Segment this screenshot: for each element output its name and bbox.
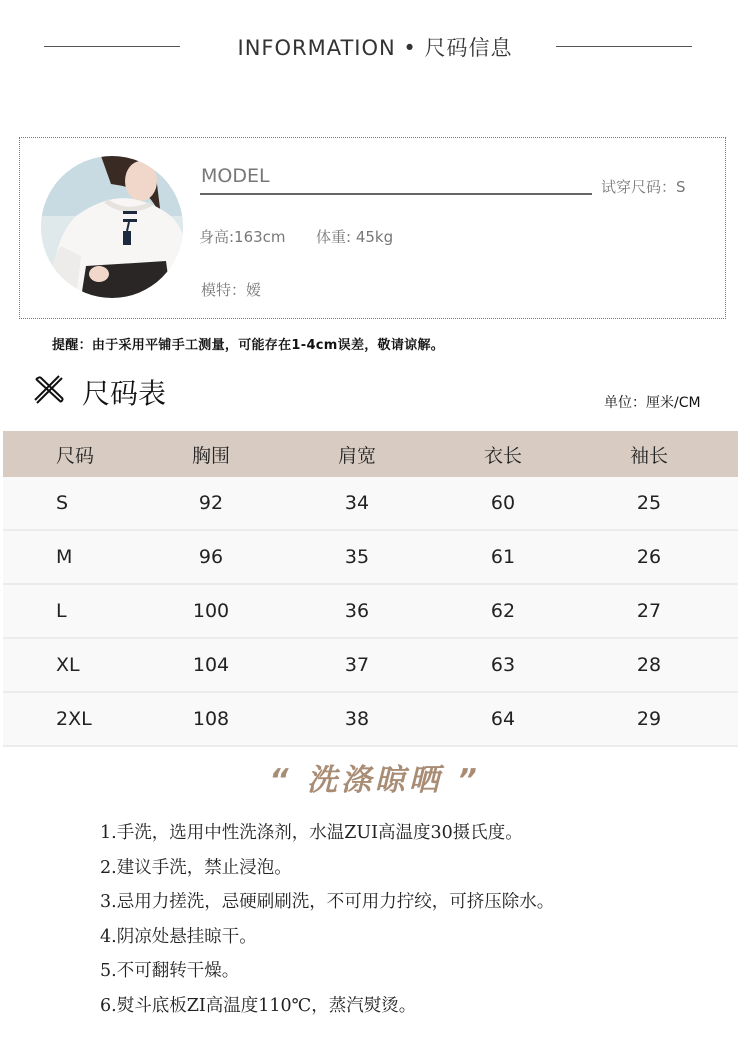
table-cell: 63 [490,654,516,676]
model-label: MODEL [201,165,270,187]
table-cell: 36 [344,600,370,622]
model-underline [200,193,592,195]
table-cell: 2XL [56,708,92,730]
table-cell: 61 [490,546,516,568]
column-header: 胸围 [191,444,230,467]
table-cell: L [56,600,67,622]
column-header: 尺码 [56,444,95,467]
table-cell: 104 [192,654,230,676]
list-item: 4.阴凉处悬挂晾干。 [100,926,257,947]
list-item: 3.忌用力搓洗，忌硬刷刷洗，不可用力拧绞，可挤压除水。 [100,892,555,912]
table-row [3,585,738,639]
list-item: 2.建议手洗，禁止浸泡。 [100,857,292,878]
table-cell: 100 [192,600,230,622]
table-cell: 96 [198,546,224,568]
table-cell: 27 [636,600,662,622]
table-cell: 35 [344,546,370,568]
washing-instructions [100,820,554,1027]
list-item: 5.不可翻转干燥。 [100,961,240,981]
table-cell: 62 [490,600,516,622]
column-header: 肩宽 [337,444,376,467]
washing-title: “ 洗涤晾晒 ” [269,763,481,798]
size-table [3,431,738,747]
table-cell: 60 [490,492,516,514]
tryon-size: 试穿尺码：S [601,178,686,196]
model-name: 模特：嫒 [201,281,262,299]
column-header: 袖长 [629,444,668,467]
table-row [3,693,738,747]
table-cell: M [56,546,73,568]
table-cell: 38 [344,708,370,730]
model-weight: 体重: 45kg [316,228,394,246]
page-title: INFORMATION • 尺码信息 [237,36,513,60]
table-cell: 64 [490,708,516,730]
model-card [19,137,726,319]
table-row [3,639,738,693]
table-cell: 108 [192,708,230,730]
table-cell: 34 [344,492,370,514]
table-header [3,431,738,477]
size-chart-title: 尺码表 [82,377,167,410]
table-cell: 28 [636,654,662,676]
table-cell: XL [56,654,80,676]
table-cell: 92 [198,492,224,514]
model-photo [41,156,183,298]
header-line-right [556,46,692,47]
table-cell: S [56,492,69,514]
column-header: 衣长 [483,444,522,467]
list-item: 1.手洗，选用中性洗涤剂，水温ZUI高温度30摄氏度。 [100,823,523,843]
list-item: 6.熨斗底板ZI高温度110℃，蒸汽熨烫。 [100,995,417,1016]
table-cell: 29 [636,708,662,730]
ruler-scissors-icon [33,374,65,406]
table-row [3,477,738,531]
table-cell: 26 [636,546,662,568]
table-row [3,531,738,585]
table-cell: 25 [636,492,662,514]
table-cell: 37 [344,654,370,676]
unit-label: 单位：厘米/CM [604,395,701,411]
model-height: 身高:163cm [199,228,286,246]
measurement-notice: 提醒：由于采用平铺手工测量，可能存在1-4cm误差，敬请谅解。 [52,338,445,353]
